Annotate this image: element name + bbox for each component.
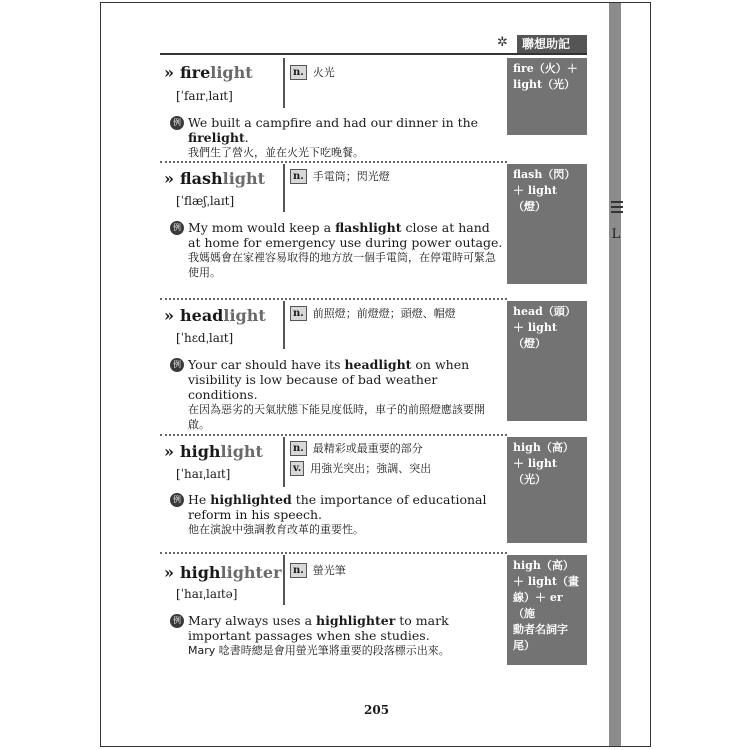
- example-text: .: [244, 130, 249, 145]
- phonetic: [ˈflæʃˌlaɪt]: [176, 194, 235, 208]
- example-translation: 我媽媽會在家裡容易取得的地方放一個手電筒，在停電時可緊急使用。: [188, 251, 496, 279]
- entry-headlight: [160, 298, 587, 431]
- example-translation: 我們生了營火，並在火光下吃晚餐。: [188, 146, 364, 159]
- pos-tag: v.: [290, 461, 304, 476]
- memory-aid-line: high（高）: [513, 559, 574, 572]
- example-keyword: highlighter: [316, 613, 396, 628]
- example-sentence: [188, 220, 504, 280]
- entry-divider: [160, 298, 507, 300]
- definition: [290, 305, 456, 325]
- thumb-index-tab: [608, 197, 628, 257]
- definition-list: [290, 64, 335, 84]
- flower-icon: ✲: [497, 35, 508, 50]
- pos-tag: n.: [290, 441, 307, 456]
- example-text: Your car should have its: [188, 357, 345, 372]
- pos-tag: n.: [290, 306, 307, 321]
- memory-aid-line: fire（火）＋: [513, 62, 578, 75]
- example-translation: 在因為惡劣的天氣狀態下能見度低時，車子的前照燈應該要開啟。: [188, 403, 485, 431]
- definition: [290, 562, 346, 582]
- memory-aid-box: [507, 58, 587, 135]
- entry-divider: [160, 552, 507, 554]
- entry-divider: [160, 161, 507, 163]
- column-divider: [283, 301, 285, 349]
- thumb-index-bars: [611, 201, 623, 216]
- definition-text: 火光: [312, 66, 335, 79]
- definition: [290, 64, 335, 84]
- example-text: to mark important passages when she studies.: [188, 613, 449, 643]
- pos-tag: n.: [290, 563, 307, 578]
- definition-list: [290, 305, 456, 325]
- entry-highlighter: [160, 552, 587, 667]
- page-header: [160, 33, 587, 55]
- pos-tag: n.: [290, 65, 307, 80]
- example-sentence: [188, 613, 504, 658]
- entry-firelight: [160, 58, 587, 159]
- definition: [290, 460, 431, 480]
- example-sentence: [188, 357, 504, 432]
- header-rule: [160, 53, 587, 55]
- headword-suffix: light: [220, 442, 263, 461]
- phonetic: [ˈhɛdˌlaɪt]: [176, 331, 234, 345]
- definition: [290, 168, 390, 188]
- thumb-index-letter: L: [611, 227, 621, 242]
- example-sentence: [188, 492, 504, 537]
- example-text: My mom would keep a: [188, 220, 336, 235]
- example-text: the importance of educational reform in his speech.: [188, 492, 487, 522]
- example-icon: 例: [170, 358, 184, 372]
- definition-text: 用強光突出；強調、突出: [310, 462, 432, 475]
- headword-suffix: light: [223, 306, 266, 325]
- column-divider: [283, 164, 285, 212]
- memory-aid-box: [507, 555, 587, 665]
- memory-aid-line: head（頭）: [513, 305, 576, 318]
- memory-aid-box: [507, 301, 587, 421]
- headword-suffix: light: [222, 169, 266, 188]
- headword: » highlight: [164, 442, 263, 461]
- headword-stem: fire: [180, 63, 211, 82]
- entry-highlight: [160, 434, 587, 546]
- example-keyword: flashlight: [335, 220, 402, 235]
- memory-aid-line: high（高）: [513, 441, 574, 454]
- example-keyword: firelight: [188, 130, 245, 145]
- headword: » firelight: [164, 63, 253, 82]
- headword-suffix: light: [210, 63, 253, 82]
- headword-stem: flash: [180, 169, 223, 188]
- headword-stem: high: [180, 563, 221, 582]
- pos-tag: n.: [290, 169, 307, 184]
- example-icon: 例: [170, 221, 184, 235]
- memory-aid-line: flash（閃）: [513, 168, 576, 181]
- example-text: We built a campfire and had our dinner in the: [188, 115, 479, 130]
- memory-aid-line: ＋ light（燈）: [513, 321, 557, 350]
- example-icon: 例: [170, 493, 184, 507]
- memory-aid-box: [507, 437, 587, 543]
- headword: » flashlight: [164, 169, 266, 188]
- thumb-index-strip: [609, 3, 621, 746]
- example-text: close at hand at home for emergency use during power outage.: [188, 220, 503, 250]
- headword: » highlighter: [164, 563, 282, 582]
- section-title: 聯想助記: [517, 35, 587, 53]
- column-divider: [283, 555, 285, 605]
- column-divider: [283, 58, 285, 108]
- memory-aid-line: ＋ light（畫: [513, 575, 579, 588]
- definition-text: 螢光筆: [312, 564, 346, 577]
- memory-aid-line: ＋ light（燈）: [513, 184, 557, 213]
- headword-stem: head: [180, 306, 224, 325]
- entry-flashlight: [160, 161, 587, 291]
- definition-text: 前照燈；前燈燈；頭燈、帽燈: [312, 307, 456, 320]
- memory-aid-line: 線）＋ er（施: [513, 591, 563, 620]
- page-number: 205: [364, 703, 390, 717]
- entry-divider: [160, 434, 507, 436]
- memory-aid-line: light（光）: [513, 78, 576, 91]
- phonetic: [ˈhaɪˌlaɪt]: [176, 467, 231, 481]
- example-text: He: [188, 492, 211, 507]
- definition: [290, 440, 431, 460]
- example-sentence: [188, 115, 504, 160]
- example-translation: 他在演說中強調教育改革的重要性。: [188, 523, 364, 536]
- example-icon: 例: [170, 614, 184, 628]
- headword: » headlight: [164, 306, 266, 325]
- definition-list: [290, 562, 346, 582]
- memory-aid-box: [507, 164, 587, 284]
- memory-aid-line: 動者名詞字: [513, 623, 568, 636]
- example-icon: 例: [170, 116, 184, 130]
- phonetic: [ˈhaɪˌlaɪtə]: [176, 587, 238, 601]
- definition-text: 手電筒；閃光燈: [312, 170, 390, 183]
- definition-list: [290, 440, 431, 480]
- definition-text: 最精彩或最重要的部分: [312, 442, 423, 455]
- column-divider: [283, 437, 285, 487]
- memory-aid-line: 尾）: [513, 639, 535, 652]
- headword-suffix: lighter: [220, 563, 282, 582]
- example-translation: Mary 唸書時總是會用螢光筆將重要的段落標示出來。: [188, 644, 450, 657]
- definition-list: [290, 168, 390, 188]
- phonetic: [ˈfaɪrˌlaɪt]: [176, 89, 233, 103]
- headword-stem: high: [180, 442, 221, 461]
- example-keyword: highlighted: [210, 492, 292, 507]
- memory-aid-line: ＋ light（光）: [513, 457, 557, 486]
- example-text: on when visibility is low because of bad weather conditions.: [188, 357, 470, 402]
- example-text: Mary always uses a: [188, 613, 316, 628]
- example-keyword: headlight: [344, 357, 412, 372]
